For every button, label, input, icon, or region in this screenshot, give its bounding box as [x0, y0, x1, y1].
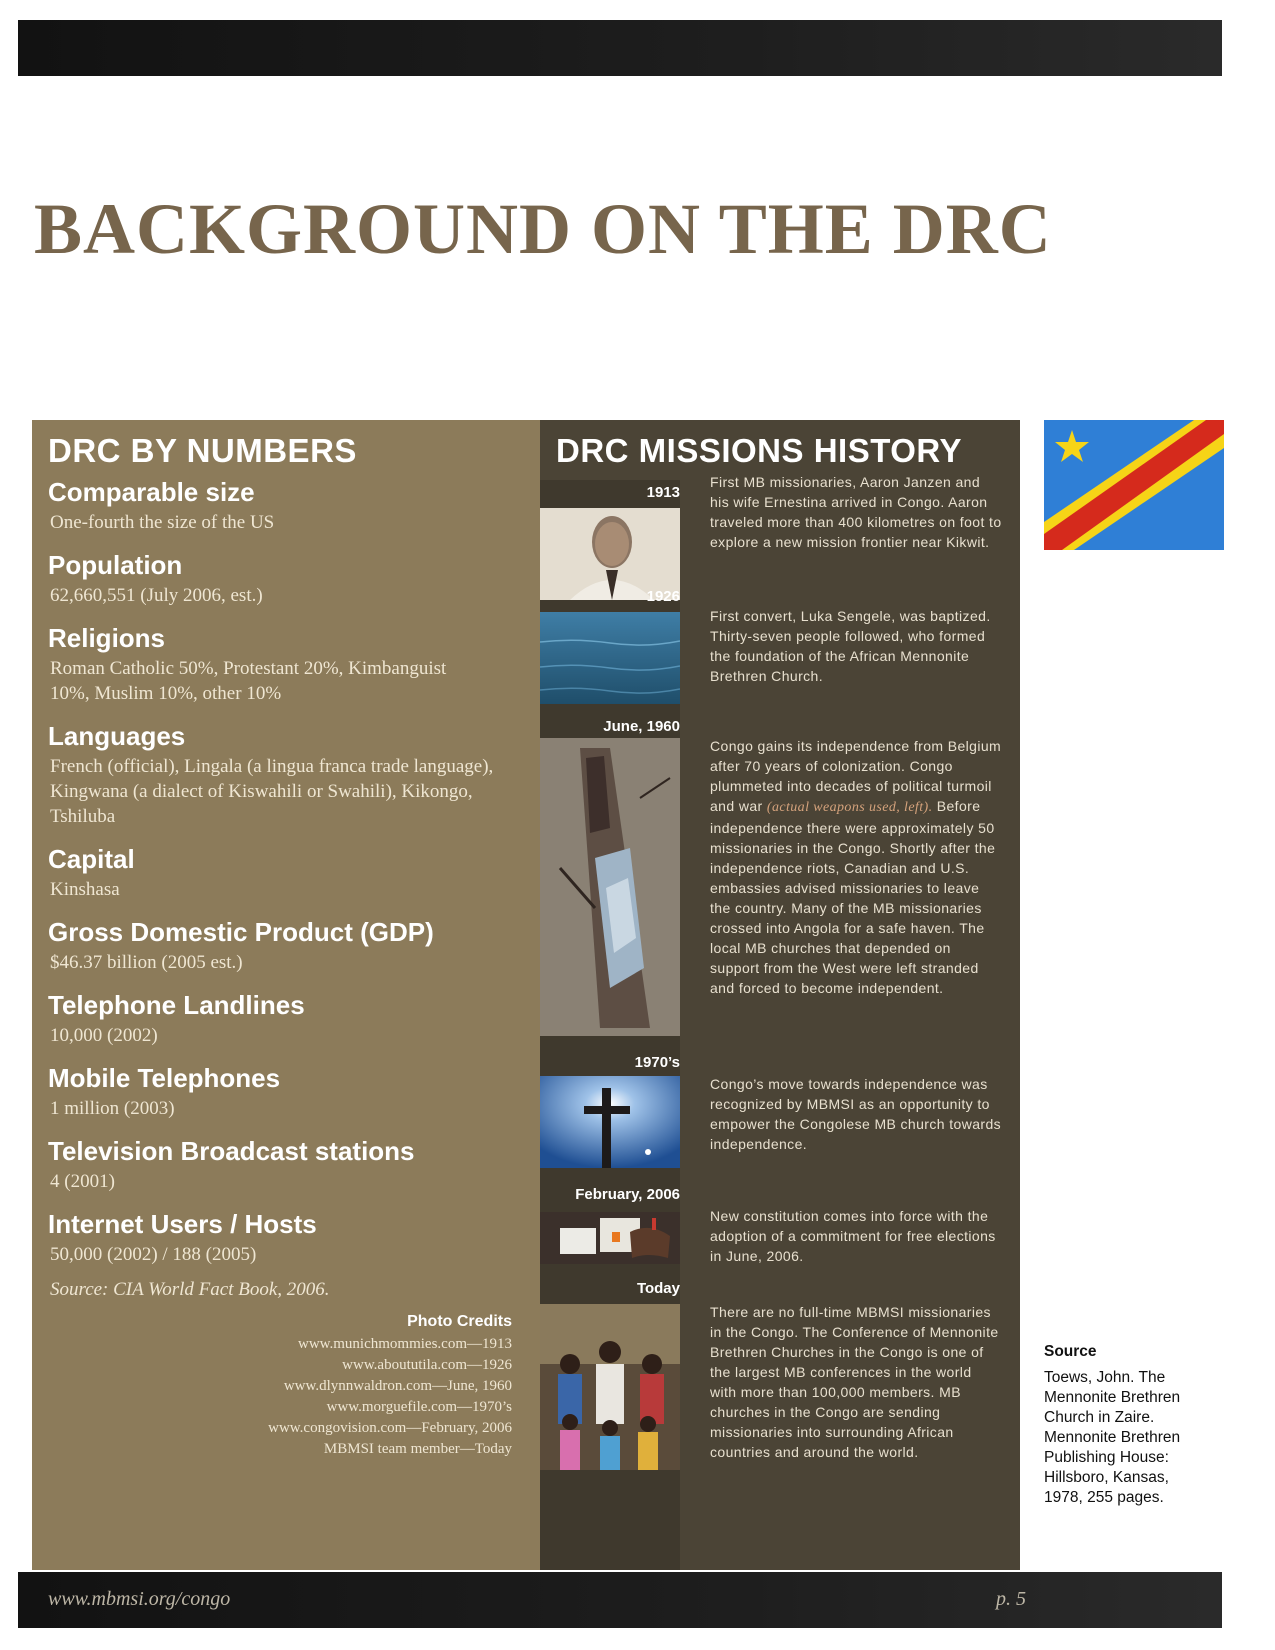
stat-population	[48, 547, 526, 608]
photo-cross-1970s	[540, 1076, 680, 1168]
stat-label: Capital	[48, 844, 135, 874]
stat-value: 50,000 (2002) / 188 (2005)	[50, 1244, 257, 1265]
stat-label: Internet Users / Hosts	[48, 1209, 317, 1239]
stat-label: Languages	[48, 721, 186, 751]
era-date: 1913	[646, 484, 680, 501]
stat-label: Television Broadcast stations	[48, 1136, 415, 1166]
stat-label: Telephone Landlines	[48, 990, 305, 1020]
stat-label: Comparable size	[48, 477, 255, 507]
era-text	[710, 736, 1002, 998]
drc-by-numbers-panel	[32, 420, 540, 1570]
book-source	[1044, 1342, 1194, 1508]
photo-ballot-2006	[540, 1212, 680, 1264]
history-heading: DRC MISSIONS HISTORY	[556, 432, 963, 469]
era-text: There are no full-time MBMSI missionaries in the Congo. The Conference of Mennonite Brethren Churches in the Congo is one of the largest MB conferences in the world with more than 100,000 members. MB churches in the Congo are sending missionaries into surrounding African countries and around the world.	[710, 1304, 999, 1460]
footer-bar	[18, 1572, 1222, 1628]
fact-book-source: Source: CIA World Fact Book, 2006.	[50, 1279, 330, 1300]
stat-label: Religions	[48, 623, 166, 653]
stat-value: Kinshasa	[50, 879, 120, 900]
era-text: Congo’s move towards independence was recognized by MBMSI as an opportunity to empower the Congolese MB church towards independence.	[710, 1076, 1002, 1152]
header-bar	[18, 20, 1222, 76]
stat-capital	[48, 841, 526, 902]
stat-comparable-size	[48, 474, 526, 535]
era-date: 1926	[646, 588, 680, 605]
era-date: Today	[636, 1280, 680, 1297]
stat-gdp	[48, 914, 526, 975]
stat-value: $46.37 billion (2005 est.)	[50, 952, 243, 973]
numbers-heading: DRC BY NUMBERS	[48, 432, 357, 469]
stat-label: Mobile Telephones	[48, 1063, 281, 1093]
stat-internet	[48, 1206, 526, 1267]
stat-value: 62,660,551 (July 2006, est.)	[50, 585, 263, 606]
footer-website: www.mbmsi.org/congo	[48, 1588, 231, 1610]
photo-credit-line: www.dlynnwaldron.com—June, 1960	[283, 1378, 512, 1394]
stat-value: 1 million (2003)	[50, 1098, 175, 1119]
stat-value: 4 (2001)	[50, 1171, 115, 1192]
era-date: June, 1960	[603, 718, 680, 735]
stat-label: Population	[48, 550, 183, 580]
stat-telephone-landlines	[48, 987, 526, 1048]
stat-languages	[48, 718, 526, 829]
era-date: February, 2006	[575, 1186, 680, 1203]
stat-mobile-telephones	[48, 1060, 526, 1121]
stat-value: 10,000 (2002)	[50, 1025, 158, 1046]
source-citation: Toews, John. The Mennonite Brethren Church in Zaire. Mennonite Brethren Publishing House: Hillsboro, Kansas, 1978, 255 pages.	[1044, 1369, 1181, 1506]
photo-credit-line: www.congovision.com—February, 2006	[268, 1420, 512, 1436]
era-date: 1970’s	[634, 1054, 680, 1071]
drc-missions-history-panel	[540, 420, 1020, 1570]
stat-value: One-fourth the size of the US	[50, 512, 275, 533]
photo-credits-title: Photo Credits	[407, 1313, 512, 1330]
era-text: First MB missionaries, Aaron Janzen and his wife Ernestina arrived in Congo. Aaron traveled more than 400 kilometres on foot to explore a new mission frontier near Kikwit.	[710, 474, 1002, 550]
page-number: p. 5	[996, 1588, 1026, 1610]
stat-television-stations	[48, 1133, 526, 1194]
drc-flag	[1044, 420, 1224, 550]
era-text-part: Before independence there were approximately 50 missionaries in the Congo. Shortly after the independence riots, Canadian and U.S. embassies advised missionaries to leave the country. Many of the MB missionaries crossed into Angola for a safe haven. The local MB churches that depended on support from the West were left stranded and forced to become independent.	[710, 798, 996, 996]
stat-value: Roman Catholic 50%, Protestant 20%, Kimbanguist 10%, Muslim 10%, other 10%	[50, 658, 447, 704]
photo-credit-line: MBMSI team member—Today	[323, 1441, 512, 1457]
photo-weapons-1960	[540, 738, 680, 1036]
photo-credits	[268, 1311, 512, 1460]
era-text: First convert, Luka Sengele, was baptized. Thirty-seven people followed, who formed the foundation of the African Mennonite Brethren Church.	[710, 608, 991, 684]
era-text-italic: (actual weapons used, left).	[766, 800, 933, 815]
photo-credit-line: www.aboututila.com—1926	[342, 1357, 512, 1373]
era-text: New constitution comes into force with the adoption of a commitment for free elections in June, 2006.	[710, 1208, 996, 1264]
photo-credit-line: www.morguefile.com—1970’s	[326, 1399, 512, 1415]
stat-label: Gross Domestic Product (GDP)	[48, 917, 434, 947]
stat-value: French (official), Lingala (a lingua franca trade language), Kingwana (a dialect of Kiswahili or Swahili), Kikongo, Tshiluba	[50, 756, 494, 827]
source-title: Source	[1044, 1343, 1097, 1360]
photo-portrait-1913	[540, 508, 680, 600]
photo-water-1926	[540, 612, 680, 704]
photo-congregation-today	[540, 1304, 680, 1470]
era-text-part: Congo gains its independence from Belgium after 70 years of colonization. Congo plummeted into decades of political turmoil and war	[710, 738, 1002, 814]
photo-credit-line: www.munichmommies.com—1913	[297, 1336, 512, 1352]
page-title: BACKGROUND ON THE DRC	[34, 189, 1052, 269]
stat-religions	[48, 620, 526, 706]
